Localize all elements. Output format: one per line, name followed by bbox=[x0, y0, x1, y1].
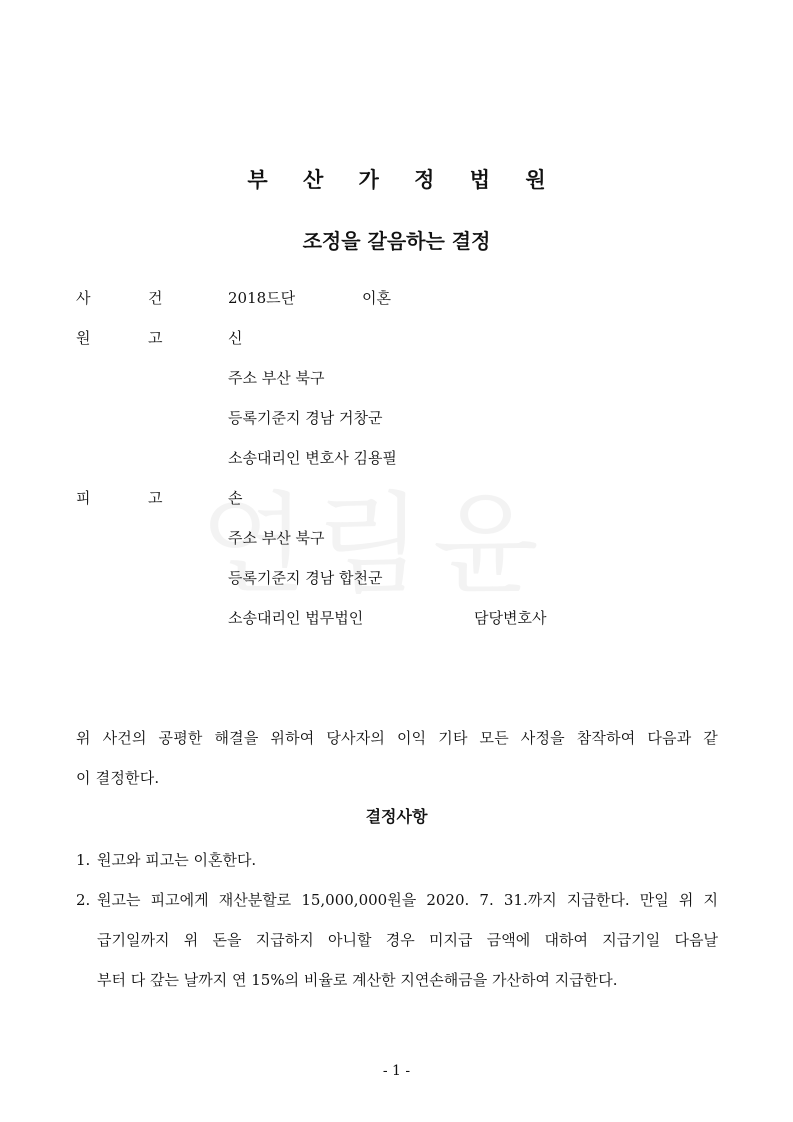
case-number: 2018드단 bbox=[228, 289, 296, 307]
defendant-registry: 등록기준지 경남 합천군 bbox=[228, 569, 383, 587]
preamble-line-1: 위 사건의 공평한 해결을 위하여 당사자의 이익 기타 모든 사정을 참작하여 다음과 같 bbox=[76, 729, 718, 747]
item-2-line-1: 원고는 피고에게 재산분할로 15,000,000원을 2020. 7. 31.까지 지급한다. 만일 위 지 bbox=[97, 891, 718, 909]
case-name: 이혼 bbox=[362, 289, 391, 307]
plaintiff-registry: 등록기준지 경남 거창군 bbox=[228, 409, 383, 427]
plaintiff-label-1: 원 bbox=[76, 329, 91, 347]
court-name: 부 산 가 정 법 원 bbox=[247, 168, 560, 192]
defendant-attorney-in-charge: 담당변호사 bbox=[474, 609, 547, 627]
item-1-line-1: 원고와 피고는 이혼한다. bbox=[97, 851, 257, 869]
defendant-label-1: 피 bbox=[76, 489, 91, 507]
case-label-1: 사 bbox=[76, 289, 91, 307]
item-2-number: 2. bbox=[76, 891, 91, 909]
document-title: 조정을 갈음하는 결정 bbox=[302, 229, 491, 253]
plaintiff-name: 신 bbox=[228, 329, 243, 347]
item-2-line-3: 부터 다 갚는 날까지 연 15%의 비율로 계산한 지연손해금을 가산하여 지급한다. bbox=[97, 971, 618, 989]
preamble-line-2: 이 결정한다. bbox=[76, 769, 160, 787]
item-2-line-2: 급기일까지 위 돈을 지급하지 아니할 경우 미지급 금액에 대하여 지급기일 다음날 bbox=[97, 931, 718, 949]
defendant-name: 손 bbox=[228, 489, 243, 507]
defendant-label-2: 고 bbox=[148, 489, 163, 507]
decision-section-title: 결정사항 bbox=[365, 807, 428, 826]
plaintiff-address: 주소 부산 북구 bbox=[228, 369, 325, 387]
plaintiff-attorney: 소송대리인 변호사 김용필 bbox=[228, 449, 397, 467]
page-number: - 1 - bbox=[382, 1063, 411, 1079]
item-1-number: 1. bbox=[76, 851, 91, 869]
defendant-address: 주소 부산 북구 bbox=[228, 529, 325, 547]
plaintiff-label-2: 고 bbox=[148, 329, 163, 347]
case-label-2: 건 bbox=[148, 289, 163, 307]
defendant-attorney: 소송대리인 법무법인 bbox=[228, 609, 364, 627]
